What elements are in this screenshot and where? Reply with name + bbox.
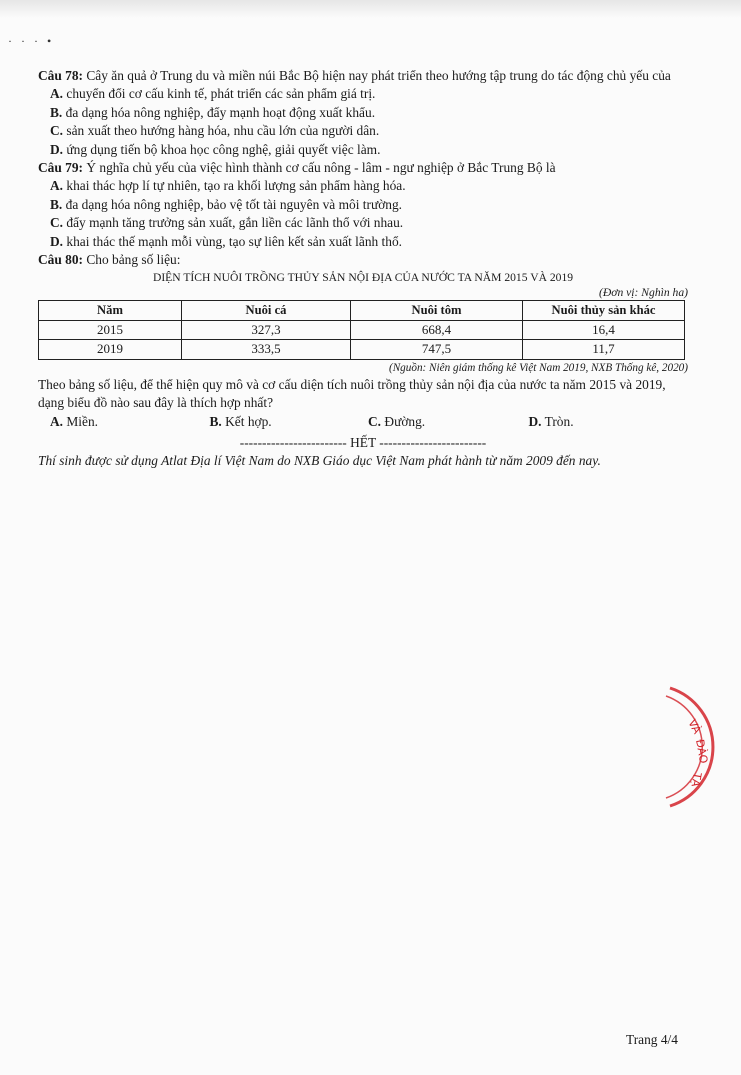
option-letter: D. (50, 141, 64, 157)
table-cell: 2015 (39, 320, 182, 339)
option-letter: B. (209, 413, 222, 429)
red-seal-stamp (640, 682, 730, 812)
option-letter: B. (50, 196, 63, 212)
table-source: (Nguồn: Niên giám thống kê Việt Nam 2019, NXB Thống kê, 2020) (388, 361, 688, 374)
q80-answer-c (368, 413, 528, 431)
question-78-label: Câu 78: (38, 68, 84, 83)
option-text: khai thác hợp lí tự nhiên, tạo ra khối lượng sản phẩm hàng hóa. (66, 178, 406, 194)
option-letter: C. (50, 123, 64, 139)
table-cell: 2019 (39, 340, 182, 359)
table-cell: 327,3 (182, 320, 351, 339)
table-header-cell: Nuôi tôm (351, 301, 523, 320)
option-text: Đường. (384, 413, 426, 429)
option-text: chuyển đổi cơ cấu kinh tế, phát triển các sản phẩm giá trị. (66, 86, 376, 102)
table-cell: 16,4 (523, 320, 685, 339)
exam-content (38, 67, 688, 470)
option-text: đa dạng hóa nông nghiệp, đẩy mạnh hoạt động xuất khẩu. (65, 104, 376, 120)
option-letter: A. (50, 86, 64, 102)
scan-marks: · · · • (8, 34, 55, 48)
option-letter: B. (50, 104, 63, 120)
table-title: DIỆN TÍCH NUÔI TRỒNG THỦY SẢN NỘI ĐỊA CỦA NƯỚC TA NĂM 2015 VÀ 2019 (152, 271, 574, 285)
question-79 (38, 159, 688, 177)
question-80 (38, 251, 688, 269)
q79-option-a (50, 177, 688, 195)
q80-answer-b (210, 413, 369, 431)
option-text: ứng dụng tiến bộ khoa học công nghệ, giải quyết việc làm. (66, 141, 381, 157)
question-79-text: Ý nghĩa chủ yếu của việc hình thành cơ cấu nông - lâm - ngư nghiệp ở Bắc Trung Bộ là (86, 160, 556, 176)
question-80-prompt: Theo bảng số liệu, để thể hiện quy mô và cơ cấu diện tích nuôi trồng thủy sản nội địa của nước ta năm 2015 và 2019, dạng biểu đồ nào sau đây là thích hợp nhất? (38, 376, 666, 411)
q78-option-d (50, 141, 688, 159)
page-number: Trang 4/4 (626, 1032, 678, 1047)
option-letter: D. (50, 233, 64, 249)
q80-answers (50, 413, 688, 431)
table-header-cell: Năm (39, 301, 182, 320)
option-text: Kết hợp. (225, 413, 272, 429)
option-text: đẩy mạnh tăng trưởng sản xuất, gắn liền các lãnh thổ với nhau. (66, 215, 404, 231)
table-unit: (Đơn vị: Nghìn ha) (599, 286, 688, 300)
option-letter: C. (368, 413, 382, 429)
table-header-cell: Nuôi cá (182, 301, 351, 320)
option-letter: D. (528, 413, 542, 429)
option-text: khai thác thế mạnh mỗi vùng, tạo sự liên kết sản xuất lãnh thổ. (66, 233, 403, 249)
table-cell: 668,4 (351, 320, 523, 339)
exam-note: Thí sinh được sử dụng Atlat Địa lí Việt Nam do NXB Giáo dục Việt Nam phát hành từ năm 2009 đến nay. (38, 452, 601, 468)
table-cell: 747,5 (351, 340, 523, 359)
question-80-text: Cho bảng số liệu: (86, 252, 181, 268)
q79-option-b (50, 196, 688, 214)
table-row (39, 340, 685, 359)
table-cell: 333,5 (182, 340, 351, 359)
svg-text:ĐÀO: ĐÀO (693, 738, 711, 765)
q78-option-a (50, 85, 688, 103)
question-80-label: Câu 80: (38, 252, 84, 268)
option-text: Tròn. (544, 413, 574, 429)
table-cell: 11,7 (523, 340, 685, 359)
q78-option-b (50, 104, 688, 122)
option-letter: A. (50, 413, 64, 429)
option-letter: C. (50, 215, 64, 231)
option-text: đa dạng hóa nông nghiệp, bảo vệ tốt tài nguyên và môi trường. (65, 196, 403, 212)
option-letter: A. (50, 178, 64, 194)
q79-option-d (50, 233, 688, 251)
question-79-label: Câu 79: (38, 160, 84, 176)
svg-text:VÀ: VÀ (685, 717, 704, 737)
q78-option-c (50, 122, 688, 140)
end-marker: ------------------------ HẾT ------------------------ (239, 434, 487, 450)
svg-text:TẠ: TẠ (688, 771, 704, 788)
option-text: Miền. (66, 413, 99, 429)
q80-answer-d (529, 413, 689, 431)
q80-answer-a (50, 413, 210, 431)
data-table (38, 300, 685, 359)
question-78 (38, 67, 688, 85)
table-header-row (39, 301, 685, 320)
q79-option-c (50, 214, 688, 232)
scan-top-edge (0, 0, 741, 18)
table-header-cell: Nuôi thủy sản khác (523, 301, 685, 320)
option-text: sản xuất theo hướng hàng hóa, nhu cầu lớn của người dân. (66, 123, 380, 139)
table-row (39, 320, 685, 339)
question-78-text: Cây ăn quả ở Trung du và miền núi Bắc Bộ hiện nay phát triển theo hướng tập trung do tác động chủ yếu của (86, 68, 671, 83)
